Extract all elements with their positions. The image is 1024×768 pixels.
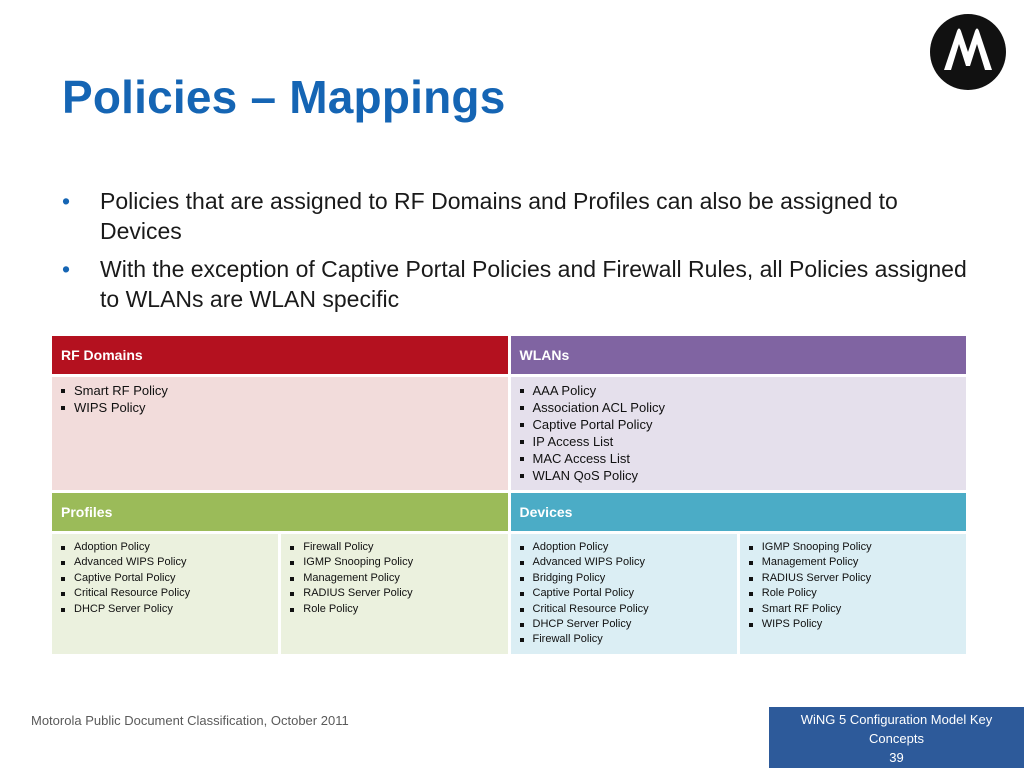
profiles-list-1 xyxy=(52,534,278,623)
list-item: Critical Resource Policy xyxy=(520,602,728,617)
profiles-list-2 xyxy=(281,534,507,623)
list-item: Firewall Policy xyxy=(520,632,728,647)
list-item: Advanced WIPS Policy xyxy=(520,555,728,570)
bullet-item: • With the exception of Captive Portal Policies and Firewall Rules, all Policies assigned to WLANs are WLAN specific xyxy=(62,256,967,312)
list-item: Role Policy xyxy=(290,602,498,617)
rf-domains-cell xyxy=(52,377,508,490)
profiles-cell-1 xyxy=(52,534,278,654)
list-item: AAA Policy xyxy=(520,382,958,399)
list-item: Role Policy xyxy=(749,586,957,601)
footer-deck-title: WiNG 5 Configuration Model Key Concepts xyxy=(800,712,993,746)
bullet-list xyxy=(62,186,972,322)
rf-domains-list xyxy=(52,377,508,422)
list-item: WIPS Policy xyxy=(749,617,957,632)
wlans-header: WLANs xyxy=(511,336,967,374)
list-item: IGMP Snooping Policy xyxy=(749,540,957,555)
page-number: 39 xyxy=(889,750,904,765)
devices-header: Devices xyxy=(511,493,967,531)
profiles-cell-2 xyxy=(281,534,507,654)
list-item: Association ACL Policy xyxy=(520,399,958,416)
list-item: Advanced WIPS Policy xyxy=(61,555,269,570)
slide-title: Policies – Mappings xyxy=(62,71,506,123)
footer-classification: Motorola Public Document Classification, October 2011 xyxy=(31,713,349,728)
bullet-dot-icon: • xyxy=(62,256,71,282)
list-item: Management Policy xyxy=(749,555,957,570)
list-item: Adoption Policy xyxy=(520,540,728,555)
devices-cell-1 xyxy=(511,534,737,654)
list-item: IGMP Snooping Policy xyxy=(290,555,498,570)
list-item: Captive Portal Policy xyxy=(520,416,958,433)
list-item: IP Access List xyxy=(520,433,958,450)
list-item: RADIUS Server Policy xyxy=(749,571,957,586)
list-item: MAC Access List xyxy=(520,450,958,467)
list-item: RADIUS Server Policy xyxy=(290,586,498,601)
rf-domains-header: RF Domains xyxy=(52,336,508,374)
list-item: Adoption Policy xyxy=(61,540,269,555)
footer-box xyxy=(769,707,1024,768)
devices-cell-2 xyxy=(740,534,966,654)
list-item: Smart RF Policy xyxy=(61,382,499,399)
devices-list-2 xyxy=(740,534,966,638)
list-item: WIPS Policy xyxy=(61,399,499,416)
profiles-header: Profiles xyxy=(52,493,508,531)
list-item: Bridging Policy xyxy=(520,571,728,586)
list-item: DHCP Server Policy xyxy=(61,602,269,617)
list-item: DHCP Server Policy xyxy=(520,617,728,632)
wlans-list xyxy=(511,377,967,490)
devices-list-1 xyxy=(511,534,737,654)
bullet-dot-icon: • xyxy=(62,188,71,214)
wlans-cell xyxy=(511,377,967,490)
list-item: Captive Portal Policy xyxy=(61,571,269,586)
policy-mapping-table xyxy=(49,333,969,657)
motorola-logo-icon xyxy=(930,14,1006,90)
list-item: Critical Resource Policy xyxy=(61,586,269,601)
list-item: Smart RF Policy xyxy=(749,602,957,617)
bullet-item: • Policies that are assigned to RF Domains and Profiles can also be assigned to Devices xyxy=(62,188,898,244)
list-item: Captive Portal Policy xyxy=(520,586,728,601)
list-item: WLAN QoS Policy xyxy=(520,467,958,484)
list-item: Management Policy xyxy=(290,571,498,586)
list-item: Firewall Policy xyxy=(290,540,498,555)
